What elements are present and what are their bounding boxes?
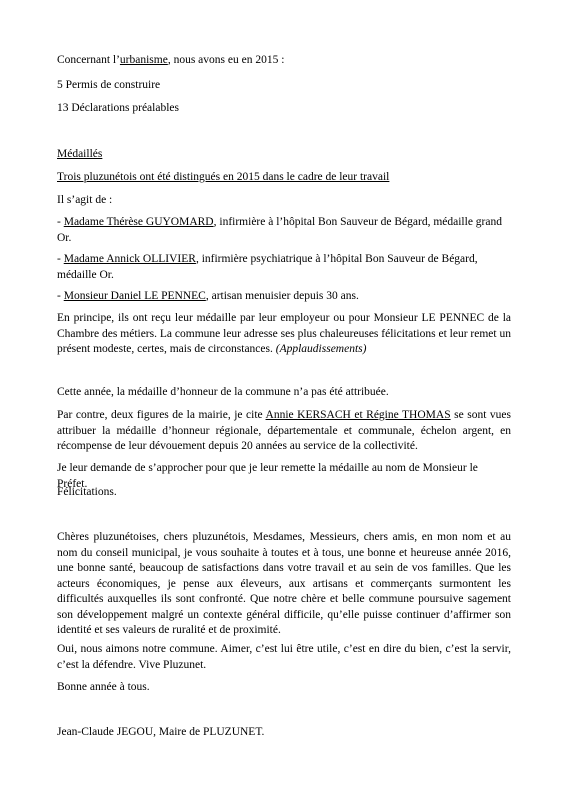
- recipient-item: - Madame Annick OLLIVIER, infirmière psychiatrique à l’hôpital Bon Sauveur de Bégard, médaille Or.: [57, 253, 478, 281]
- recipient-name: Madame Thérèse GUYOMARD: [63, 216, 214, 228]
- medailles-heading: Médaillés: [57, 148, 103, 160]
- applause-note: (Applaudissements): [275, 343, 367, 355]
- urbanisme-intro: [57, 53, 511, 69]
- signature: Jean-Claude JEGOU, Maire de PLUZUNET.: [57, 726, 265, 738]
- closing-wishes: Bonne année à tous.: [57, 681, 150, 693]
- congratulations: Félicitations.: [57, 486, 117, 498]
- honor-not-awarded: Cette année, la médaille d’honneur de la commune n’a pas été attribuée.: [57, 386, 389, 398]
- declarations-count: 13 Déclarations préalables: [57, 102, 179, 114]
- principle-paragraph: En principe, ils ont reçu leur médaille par leur employeur ou pour Monsieur LE PENNEC de la Chambre des métiers. La commune leur adresse ses plus chaleureuses félicitations et leur remet un présent modeste, certes, mais de circonstances. (Applaudissements): [57, 312, 511, 355]
- urbanisme-link[interactable]: urbanisme: [119, 54, 168, 66]
- approach-request: Je leur demande de s’approcher pour que je leur remette la médaille au nom de Monsieur le Préfet.: [57, 462, 478, 490]
- love-paragraph: Oui, nous aimons notre commune. Aimer, c’est lui être utile, c’est en dire du bien, c’est la servir, c’est la défendre. Vive Pluzunet.: [57, 643, 511, 671]
- medailles-intro: Il s’agit de :: [57, 194, 113, 206]
- staff-names: Annie KERSACH et Régine THOMAS: [265, 409, 451, 421]
- recipient-name: Monsieur Daniel LE PENNEC: [63, 290, 206, 302]
- staff-paragraph: Par contre, deux figures de la mairie, je cite Annie KERSACH et Régine THOMAS se sont vues attribuer la médaille d’honneur régionale, départementale et communale, échelon argent, en récompense de leur dévouement depuis 20 années au service de la collectivité.: [57, 409, 511, 452]
- intro-text: Concernant l’: [57, 54, 120, 66]
- permits-count: 5 Permis de construire: [57, 79, 161, 91]
- recipient-item: - Madame Thérèse GUYOMARD, infirmière à l’hôpital Bon Sauveur de Bégard, médaille grand Or.: [57, 216, 502, 244]
- wishes-paragraph: Chères pluzunétoises, chers pluzunétois, Mesdames, Messieurs, chers amis, en mon nom et au nom du conseil municipal, je vous souhaite à toutes et à tous, une bonne et heureuse année 2016, une bonne santé, beaucoup de satisfactions dans votre travail et au sein de vos familles. Que les acteurs économiques, je pense aux éleveurs, aux artisans et commerçants surmontent les difficultés auxquelles ils sont confronté. Que notre chère et belle commune poursuive sagement son développement malgré un contexte général difficile, qu’elle puisse continuer d’affirmer son identité et ses valeurs de ruralité et de proximité.: [57, 531, 511, 636]
- intro-text-end: , nous avons eu en 2015 :: [167, 54, 285, 66]
- recipient-name: Madame Annick OLLIVIER: [63, 253, 196, 265]
- medailles-subheading: Trois pluzunétois ont été distingués en 2015 dans le cadre de leur travail: [57, 171, 390, 183]
- recipient-item: - Monsieur Daniel LE PENNEC, artisan menuisier depuis 30 ans.: [57, 290, 359, 302]
